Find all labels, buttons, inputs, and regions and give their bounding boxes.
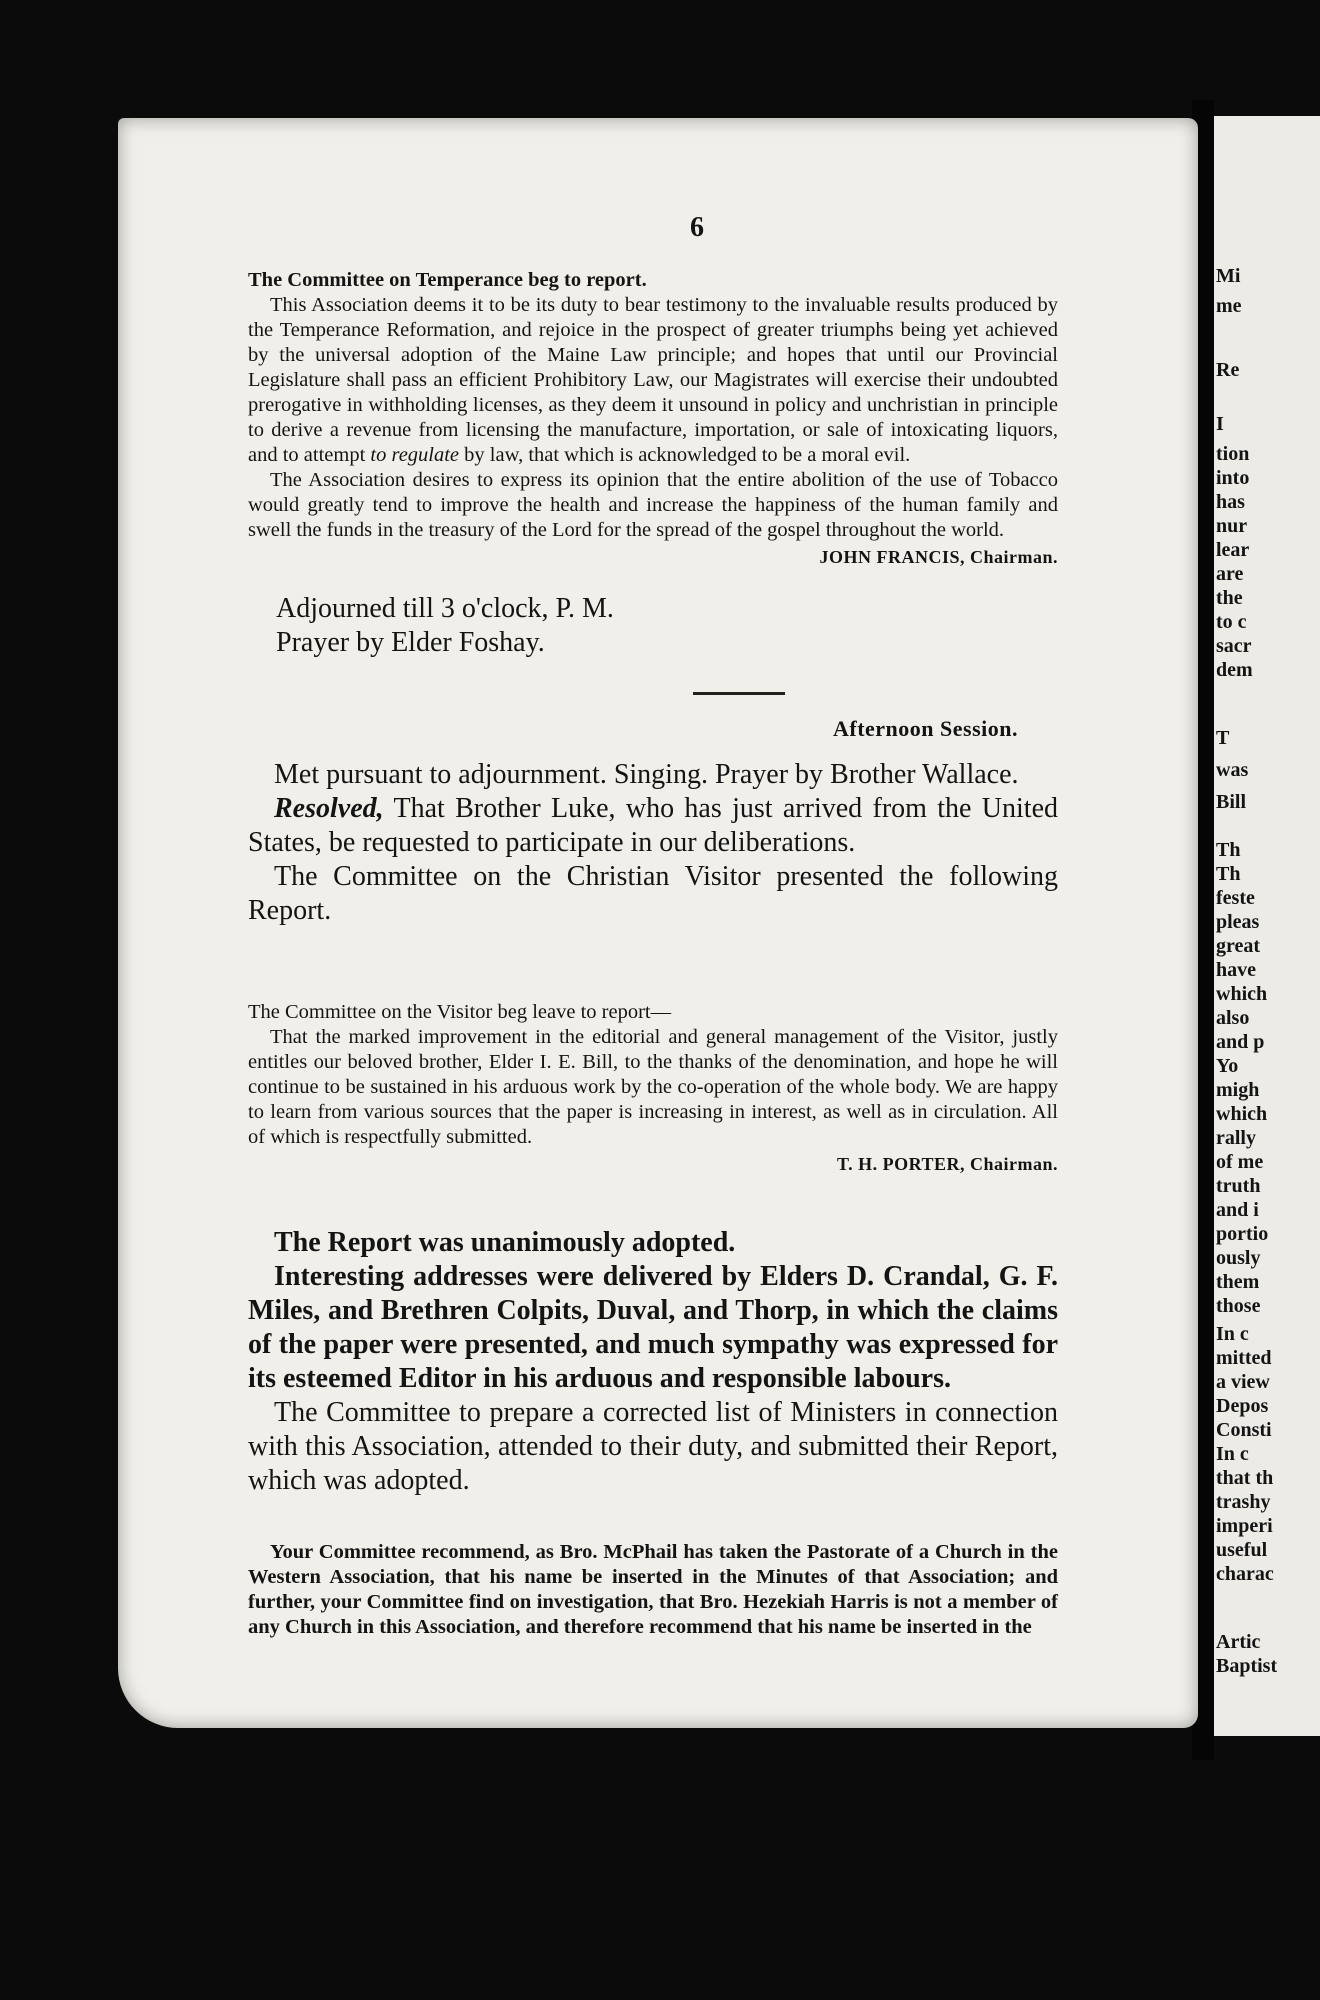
adjacent-page-fragment: which — [1216, 1103, 1268, 1125]
visitor-report-intro: The Committee on the Visitor beg leave to report— — [248, 1001, 672, 1023]
visitor-report-signature: T. H. PORTER, Chairman. — [836, 1154, 1058, 1174]
adjacent-page-fragment: I — [1216, 413, 1224, 435]
adjacent-page-fragment: charac — [1216, 1563, 1274, 1585]
adjacent-page-fragment: that th — [1216, 1467, 1274, 1489]
adjacent-page-fragment: truth — [1216, 1175, 1261, 1197]
visitor-report — [248, 1000, 1058, 1177]
adjacent-page-fragment: those — [1216, 1295, 1261, 1317]
adjacent-page-fragment: trashy — [1216, 1491, 1271, 1513]
adjacent-page-edge — [1214, 116, 1320, 1736]
adjacent-page-fragment: has — [1216, 491, 1245, 513]
adjacent-page-fragment: of me — [1216, 1151, 1264, 1173]
section-divider — [693, 692, 785, 695]
adjacent-page-fragment: pleas — [1216, 911, 1260, 933]
adjacent-page-fragment: T — [1216, 727, 1230, 749]
ministers-report-text: Your Committee recommend, as Bro. McPhail has taken the Pastorate of a Church in the Western Association, that his name be inserted in the Minutes of that Association; and further, your Committee find on investigation, that Bro. Hezekiah Harris is not a member of any Church in this Association, and therefore recommend that his name be inserted in the — [248, 1541, 1058, 1638]
addresses-paragraph: Interesting addresses were delivered by Elders D. Crandal, G. F. Miles, and Brethren Colpits, Duval, and Thorp, in which the claims of the paper were presented, and much sympathy was expressed for its esteemed Editor in his arduous and responsible labours. — [248, 1261, 1058, 1394]
temperance-intro: The Committee on Temperance beg to report. — [248, 269, 647, 291]
ministers-paragraph: The Committee to prepare a corrected list of Ministers in connection with this Association, attended to their duty, and submitted their Report, which was adopted. — [248, 1397, 1058, 1496]
adjacent-page-fragment: which — [1216, 983, 1268, 1005]
adjacent-page-fragment: Yo — [1216, 1055, 1239, 1077]
adjacent-page-fragment: In c — [1216, 1323, 1249, 1345]
adjournment — [248, 592, 1058, 660]
temperance-signature: JOHN FRANCIS, Chairman. — [819, 547, 1058, 567]
adjacent-page-fragment: to c — [1216, 611, 1247, 633]
adjourn-line-2: Prayer by Elder Foshay. — [276, 627, 545, 658]
adjacent-page-fragment: Bill — [1216, 791, 1247, 813]
adjacent-page-fragment: was — [1216, 759, 1249, 781]
adjourn-line-1: Adjourned till 3 o'clock, P. M. — [276, 593, 614, 624]
adjacent-page-fragment: nur — [1216, 515, 1248, 537]
met-paragraph: Met pursuant to adjournment. Singing. Prayer by Brother Wallace. — [274, 759, 1019, 790]
afternoon-session-heading: Afternoon Session. — [832, 716, 1018, 741]
adjacent-page-fragment: migh — [1216, 1079, 1260, 1101]
adjacent-page-fragment: useful — [1216, 1539, 1268, 1561]
after-report-section — [248, 1226, 1058, 1498]
adjacent-page-fragment: into — [1216, 467, 1250, 489]
adjacent-page-fragment: dem — [1216, 659, 1253, 681]
adjacent-page-fragment: Depos — [1216, 1395, 1269, 1417]
temperance-report — [248, 268, 1058, 570]
adjacent-page-fragment: are — [1216, 563, 1244, 585]
ministers-report — [248, 1540, 1058, 1640]
adjacent-page-fragment: imperi — [1216, 1515, 1273, 1537]
document-page — [118, 118, 1198, 1728]
adjacent-page-fragment: Consti — [1216, 1419, 1272, 1441]
visitor-report-text: That the marked improvement in the editorial and general management of the Visitor, justly entitles our beloved brother, Elder I. E. Bill, to the thanks of the denomination, and hope he will continue to be sustained in his arduous work by the co-operation of the whole body. We are happy to learn from various sources that the paper is increasing in interest, as well as in circulation. All of which is respectfully submitted. — [248, 1026, 1058, 1148]
adjacent-page-fragment: lear — [1216, 539, 1250, 561]
adjacent-page-fragment: and p — [1216, 1031, 1265, 1053]
adjacent-page-fragment: Th — [1216, 839, 1241, 861]
adjacent-page-fragment: them — [1216, 1271, 1260, 1293]
visitor-intro-paragraph: The Committee on the Christian Visitor presented the following Report. — [248, 861, 1058, 926]
adjacent-page-fragment: mitted — [1216, 1347, 1272, 1369]
adjacent-page-fragment: have — [1216, 959, 1256, 981]
adjacent-page-fragment: Re — [1216, 359, 1240, 381]
adjacent-page-fragment: Th — [1216, 863, 1241, 885]
adjacent-page-fragment: Artic — [1216, 1631, 1261, 1653]
adjacent-page-fragment: Baptist — [1216, 1655, 1278, 1677]
adjacent-page-fragment: In c — [1216, 1443, 1249, 1465]
afternoon-session — [248, 758, 1058, 928]
adjacent-page-fragment: me — [1216, 295, 1242, 317]
adjacent-page-fragment: portio — [1216, 1223, 1269, 1245]
adjacent-page-fragment: a view — [1216, 1371, 1270, 1393]
adjacent-page-fragment: the — [1216, 587, 1243, 609]
temperance-paragraph-1: This Association deems it to be its duty to bear testimony to the invaluable results produced by the Temperance Reformation, and rejoice in the prospect of greater triumphs being yet achieved by the universal adoption of the Maine Law principle; and hopes that until our Provincial Legislature shall pass an efficient Prohibitory Law, our Magistrates will exercise their undoubted prerogative in withholding licenses, as they deem it unsound in policy and unchristian in principle to derive a revenue from licensing the manufacture, importation, or sale of intoxicating liquors, and to attempt to regulate by law, that which is acknowledged to be a moral evil. — [248, 294, 1058, 466]
adjacent-page-fragment: tion — [1216, 443, 1250, 465]
adjacent-page-fragment: and i — [1216, 1199, 1259, 1221]
adjacent-page-fragment: sacr — [1216, 635, 1252, 657]
adjacent-page-fragment: also — [1216, 1007, 1250, 1029]
resolved-paragraph: Resolved, That Brother Luke, who has just arrived from the United States, be requested to participate in our deliberations. — [248, 793, 1059, 858]
adjacent-page-fragment: rally — [1216, 1127, 1256, 1149]
adjacent-page-fragment: feste — [1216, 887, 1255, 909]
adjacent-page-fragment: ously — [1216, 1247, 1261, 1269]
temperance-paragraph-2: The Association desires to express its opinion that the entire abolition of the use of Tobacco would greatly tend to improve the health and increase the happiness of the human family and swell the funds in the treasury of the Lord for the spread of the gospel throughout the world. — [248, 469, 1058, 541]
page-number: 6 — [690, 212, 704, 243]
adopted-paragraph: The Report was unanimously adopted. — [274, 1227, 736, 1258]
adjacent-page-fragment: Mi — [1216, 265, 1241, 287]
adjacent-page-fragment: great — [1216, 935, 1261, 957]
